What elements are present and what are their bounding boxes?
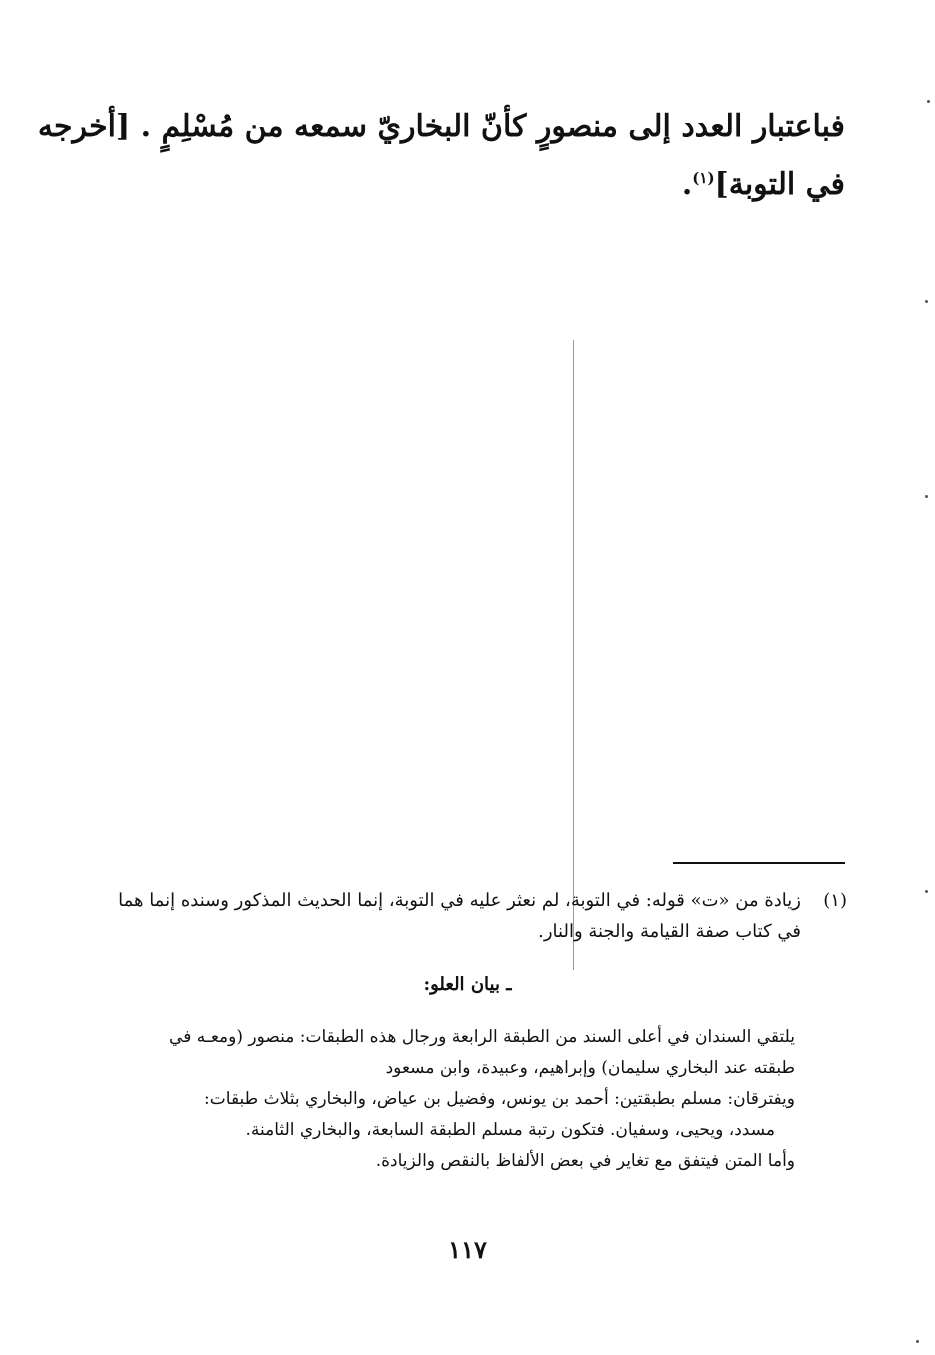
section-line-3: ويفترقان: مسلم بطبقتين: أحمد بن يونس، وفضيل بن عياض، والبخاري بثلاث طبقات: [204,1089,795,1109]
main-text-line-1: فباعتبار العدد إلى منصورٍ كأنّ البخاريّ سمعه من مُسْلِمٍ . [أخرجه [37,109,845,144]
scan-speck [925,495,928,498]
section-line-5: وأما المتن فيتفق مع تغاير في بعض الألفاظ بالنقص والزيادة. [375,1151,795,1171]
footnote-reference[interactable]: (١) [692,169,715,187]
section-body [135,1022,795,1177]
main-text-line-2-end: . [681,167,693,202]
scan-speck [925,890,928,893]
main-text-line-2-content: في التوبة] [714,167,845,202]
footnote [118,885,847,947]
scan-speck [916,1340,919,1343]
main-text [37,98,845,214]
footnote-number: (١) [823,890,847,911]
scan-speck [927,100,930,103]
scan-artifact-line [573,340,574,970]
section-line-2: طبقته عند البخاري سليمان) وإبراهيم، وعبيدة، وابن مسعود [385,1058,795,1078]
footnote-body [118,885,801,947]
section-heading: ـ بيان العلو: [423,974,512,995]
page-number: ١١٧ [448,1235,487,1264]
scan-speck [925,300,928,303]
section-line-4: مسدد، ويحيى، وسفيان. فتكون رتبة مسلم الطبقة السابعة، والبخاري الثامنة. [245,1120,775,1140]
footnote-line-2: في كتاب صفة القيامة والجنة والنار. [538,921,801,942]
main-text-line-2 [135,156,845,214]
section-line-1: يلتقي السندان في أعلى السند من الطبقة الرابعة ورجال هذه الطبقات: منصور (ومعـه في [169,1027,795,1047]
footnote-separator [673,862,845,864]
footnote-line-1: زيادة من «ت» قوله: في التوبة، لم نعثر عليه في التوبة، إنما الحديث المذكور وسنده إنما هما [118,890,801,911]
